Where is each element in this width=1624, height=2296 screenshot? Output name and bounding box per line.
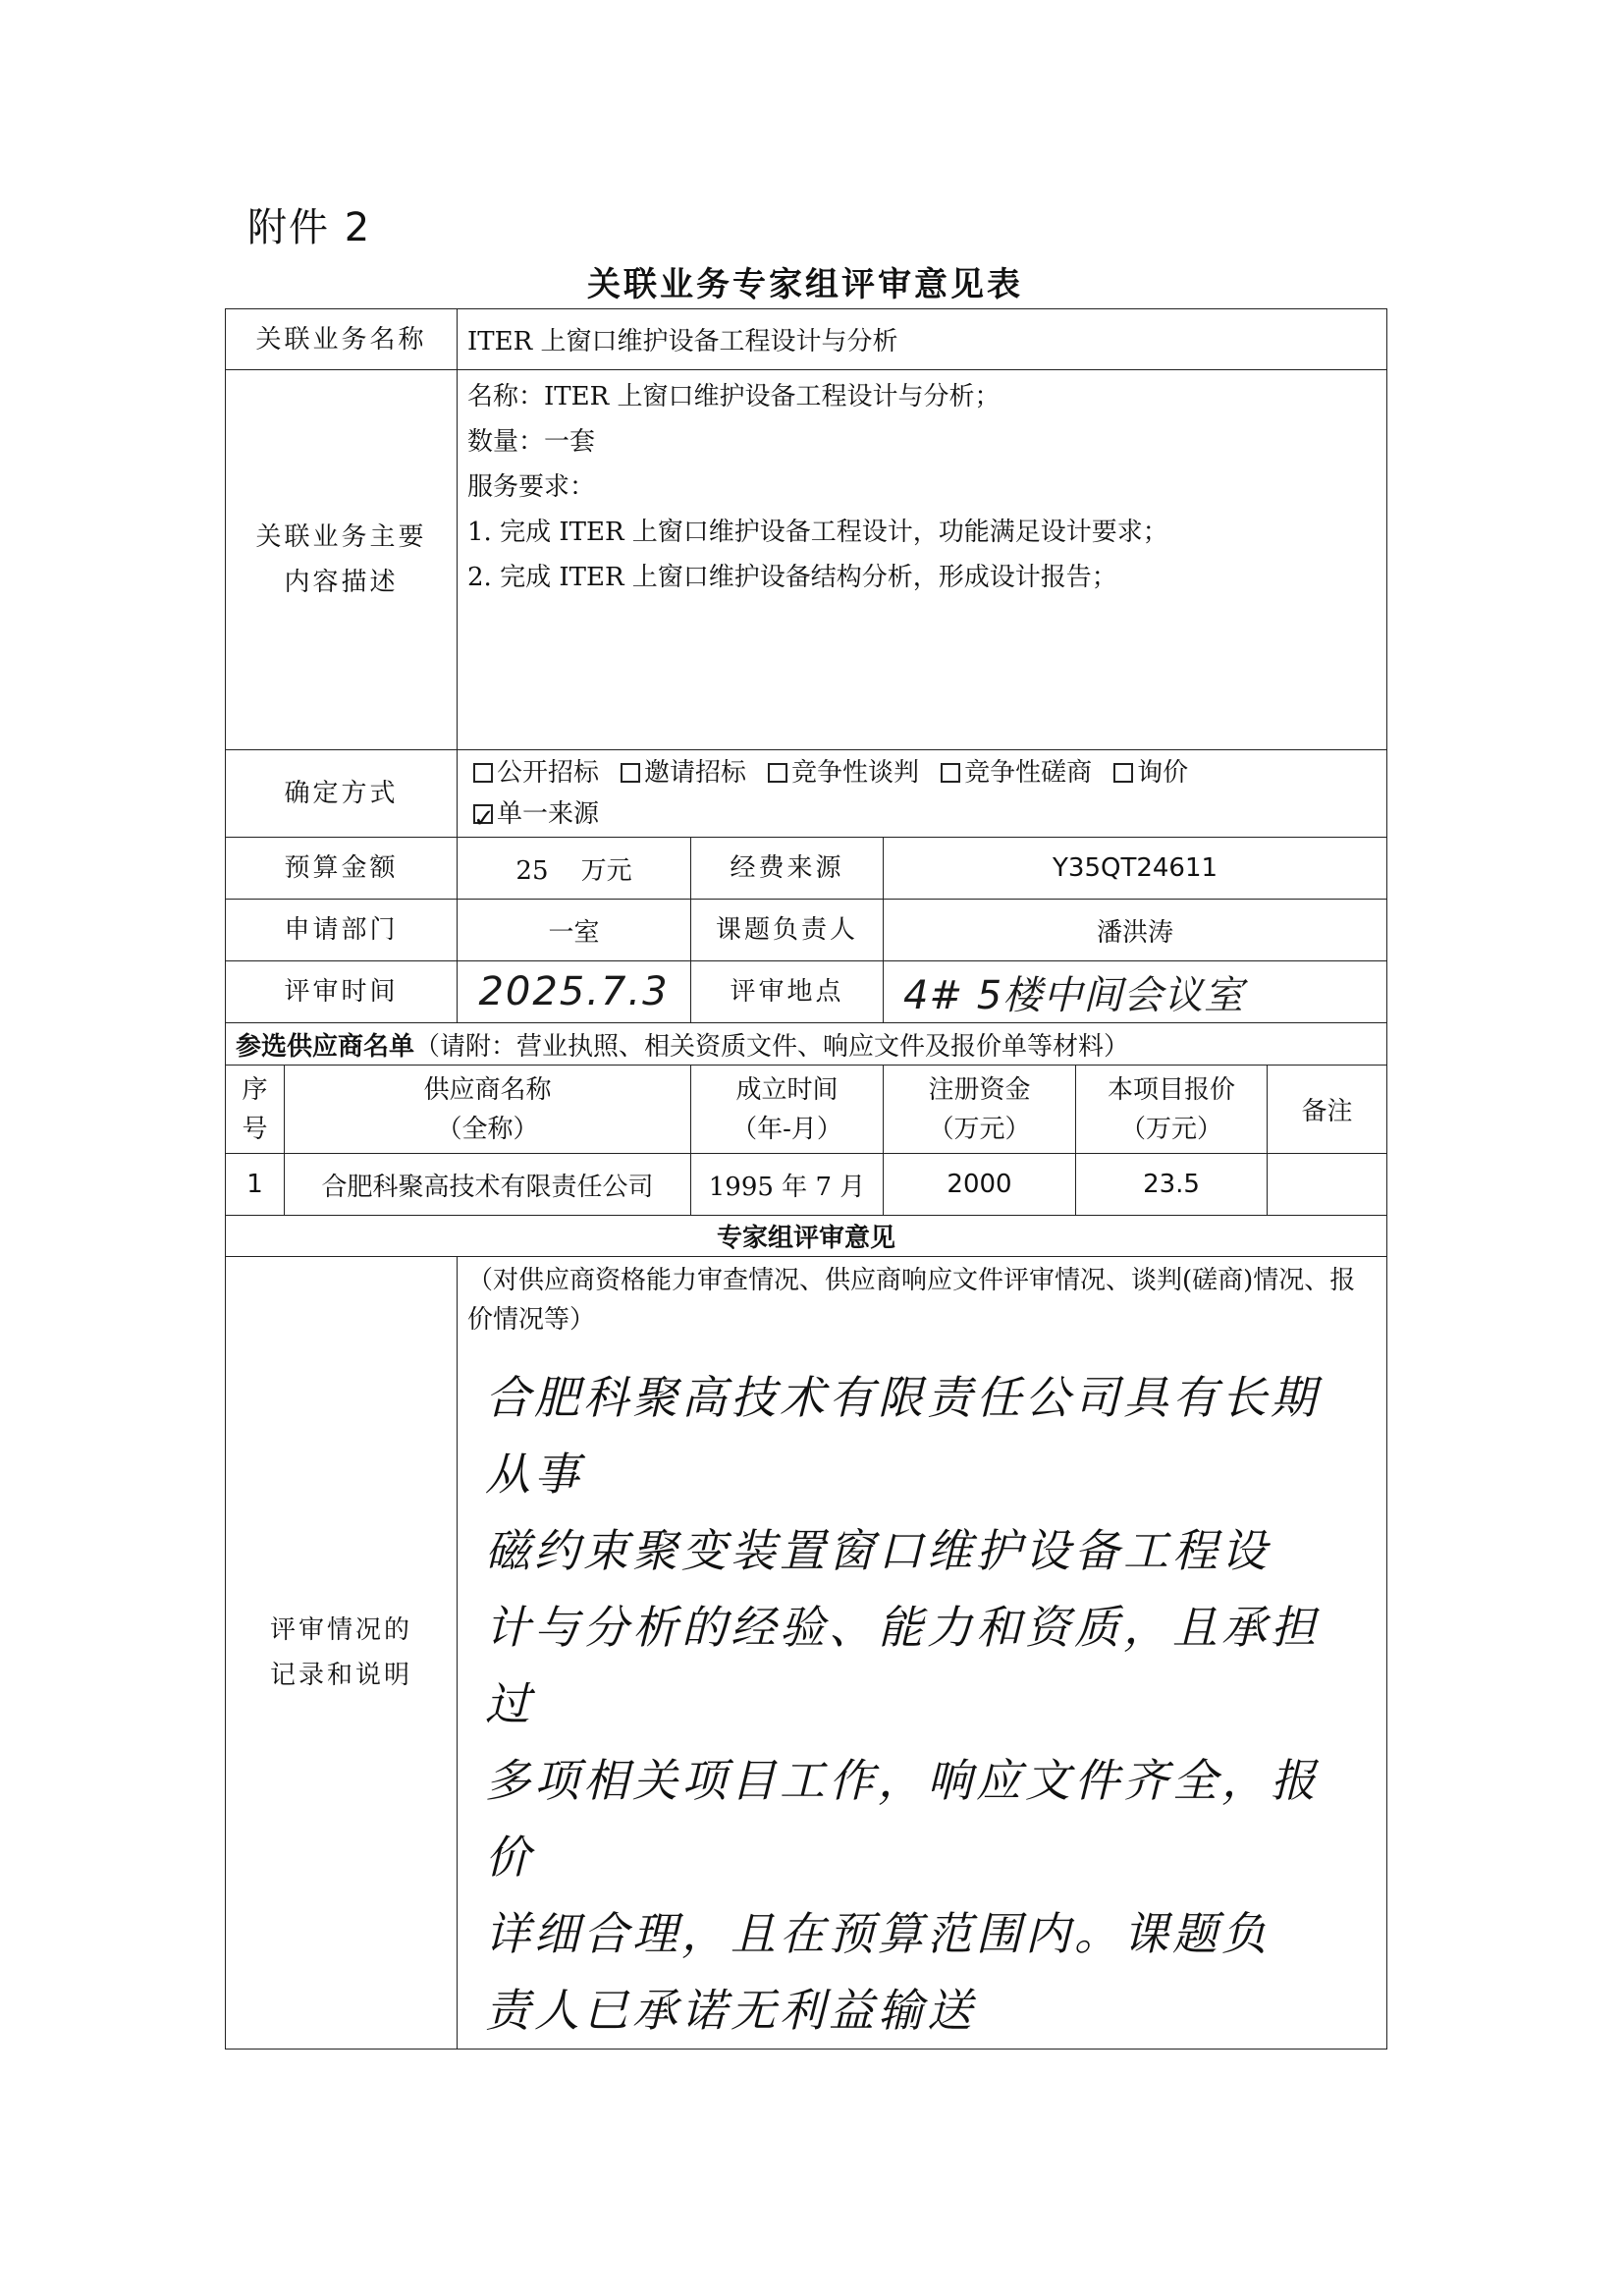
description-row bbox=[226, 370, 1387, 750]
budget-value bbox=[458, 838, 691, 900]
option-label: 竞争性谈判 bbox=[791, 758, 920, 788]
supplier-seq: 1 bbox=[226, 1154, 285, 1216]
page-title: 关联业务专家组评审意见表 bbox=[587, 265, 1023, 304]
checkbox-icon[interactable] bbox=[1113, 763, 1133, 783]
col-header-text: （年-月） bbox=[731, 1114, 842, 1144]
leader-label: 课题负责人 bbox=[691, 900, 884, 961]
option-competitive-consultation[interactable] bbox=[941, 752, 1092, 793]
col-header-text: （全称） bbox=[436, 1114, 539, 1144]
checkbox-icon[interactable] bbox=[768, 763, 787, 783]
checkbox-icon[interactable] bbox=[473, 763, 493, 783]
handwritten-review bbox=[467, 1359, 1377, 2049]
business-name-row bbox=[226, 309, 1387, 370]
checkbox-icon[interactable] bbox=[621, 763, 640, 783]
suppliers-header-row bbox=[226, 1066, 1387, 1154]
expert-heading-row bbox=[226, 1216, 1387, 1257]
method-options bbox=[458, 750, 1387, 838]
description-label bbox=[226, 370, 458, 750]
handwritten-line: 详细合理，且在预算范围内。课题负 bbox=[485, 1907, 1272, 1960]
expert-heading: 专家组评审意见 bbox=[226, 1216, 1387, 1257]
review-date-handwritten: 2025.7.3 bbox=[458, 961, 691, 1023]
expert-label bbox=[226, 1257, 458, 2050]
checked-checkbox-icon[interactable] bbox=[473, 804, 493, 824]
method-row bbox=[226, 750, 1387, 838]
col-header-remark: 备注 bbox=[1268, 1066, 1387, 1154]
option-label: 单一来源 bbox=[497, 799, 600, 829]
leader-value: 潘洪涛 bbox=[884, 900, 1387, 961]
supplier-remark bbox=[1268, 1154, 1387, 1216]
option-label: 邀请招标 bbox=[644, 758, 747, 788]
handwritten-line: 责人已承诺无利益输送 bbox=[485, 1984, 977, 2037]
col-header-text: 注册资金 bbox=[928, 1074, 1031, 1105]
expert-body-row bbox=[226, 1257, 1387, 2050]
option-invited-tender[interactable] bbox=[621, 752, 746, 793]
col-header-text: 本项目报价 bbox=[1108, 1074, 1236, 1105]
suppliers-heading-note: （请附：营业执照、相关资质文件、响应文件及报价单等材料） bbox=[414, 1031, 1130, 1062]
description-line: 2. 完成 ITER 上窗口维护设备结构分析，形成设计报告； bbox=[467, 563, 1117, 592]
budget-unit: 万元 bbox=[580, 855, 632, 886]
supplier-founded: 1995 年 7 月 bbox=[691, 1154, 884, 1216]
option-public-tender[interactable] bbox=[473, 752, 599, 793]
handwritten-line: 合肥科聚高技术有限责任公司具有长期从事 bbox=[485, 1371, 1321, 1501]
description-line: 1. 完成 ITER 上窗口维护设备工程设计，功能满足设计要求； bbox=[467, 518, 1168, 547]
budget-row bbox=[226, 838, 1387, 900]
checkbox-icon[interactable] bbox=[941, 763, 960, 783]
col-header-capital bbox=[884, 1066, 1076, 1154]
funding-source-label: 经费来源 bbox=[691, 838, 884, 900]
department-label: 申请部门 bbox=[226, 900, 458, 961]
description-label-line2: 内容描述 bbox=[284, 568, 399, 597]
expert-label-line2: 记录和说明 bbox=[270, 1661, 413, 1690]
option-competitive-negotiation[interactable] bbox=[768, 752, 919, 793]
col-header-seq bbox=[226, 1066, 285, 1154]
review-time-label: 评审时间 bbox=[226, 961, 458, 1023]
suppliers-heading-row bbox=[226, 1023, 1387, 1066]
supplier-quote: 23.5 bbox=[1076, 1154, 1268, 1216]
col-header-text: （万元） bbox=[928, 1114, 1031, 1144]
method-label: 确定方式 bbox=[226, 750, 458, 838]
business-name-label: 关联业务名称 bbox=[226, 309, 458, 370]
suppliers-heading bbox=[226, 1023, 1387, 1066]
col-header-founded bbox=[691, 1066, 884, 1154]
attachment-label: 附件 2 bbox=[247, 205, 372, 250]
department-value: 一室 bbox=[458, 900, 691, 961]
description-line: 名称：ITER 上窗口维护设备工程设计与分析； bbox=[467, 382, 1001, 411]
col-header-text: 供应商名称 bbox=[423, 1074, 552, 1105]
option-label: 竞争性磋商 bbox=[964, 758, 1093, 788]
supplier-capital: 2000 bbox=[884, 1154, 1076, 1216]
table-row bbox=[226, 1154, 1387, 1216]
description-line: 数量：一套 bbox=[467, 427, 596, 457]
review-time-row bbox=[226, 961, 1387, 1023]
col-header-text: 成立时间 bbox=[735, 1074, 839, 1105]
review-hint: （对供应商资格能力审查情况、供应商响应文件评审情况、谈判(磋商)情况、报价情况等） bbox=[467, 1266, 1356, 1335]
option-inquiry[interactable] bbox=[1113, 752, 1188, 793]
expert-label-line1: 评审情况的 bbox=[270, 1615, 413, 1645]
description-line: 服务要求： bbox=[467, 472, 596, 502]
col-header-text: （万元） bbox=[1120, 1114, 1223, 1144]
review-place-label: 评审地点 bbox=[691, 961, 884, 1023]
department-row bbox=[226, 900, 1387, 961]
option-label: 公开招标 bbox=[497, 758, 600, 788]
review-place-handwritten: 4# 5楼中间会议室 bbox=[884, 961, 1387, 1023]
review-form-table bbox=[225, 308, 1387, 2050]
handwritten-line: 多项相关项目工作，响应文件齐全，报价 bbox=[485, 1754, 1321, 1884]
col-header-name bbox=[285, 1066, 691, 1154]
description-label-line1: 关联业务主要 bbox=[255, 522, 427, 552]
description-content bbox=[458, 370, 1387, 750]
option-label: 询价 bbox=[1137, 758, 1189, 788]
suppliers-heading-title: 参选供应商名单 bbox=[236, 1031, 415, 1062]
col-header-quote bbox=[1076, 1066, 1268, 1154]
handwritten-line: 磁约束聚变装置窗口维护设备工程设 bbox=[485, 1524, 1272, 1577]
option-single-source[interactable] bbox=[473, 793, 599, 835]
handwritten-line: 计与分析的经验、能力和资质，且承担过 bbox=[485, 1601, 1321, 1730]
budget-label: 预算金额 bbox=[226, 838, 458, 900]
supplier-name: 合肥科聚高技术有限责任公司 bbox=[285, 1154, 691, 1216]
funding-source-value: Y35QT24611 bbox=[884, 838, 1387, 900]
col-header-text: 序 bbox=[242, 1074, 268, 1105]
budget-amount: 25 bbox=[515, 855, 549, 886]
expert-content bbox=[458, 1257, 1387, 2050]
business-name-value: ITER 上窗口维护设备工程设计与分析 bbox=[458, 309, 1387, 370]
col-header-text: 号 bbox=[242, 1114, 268, 1144]
